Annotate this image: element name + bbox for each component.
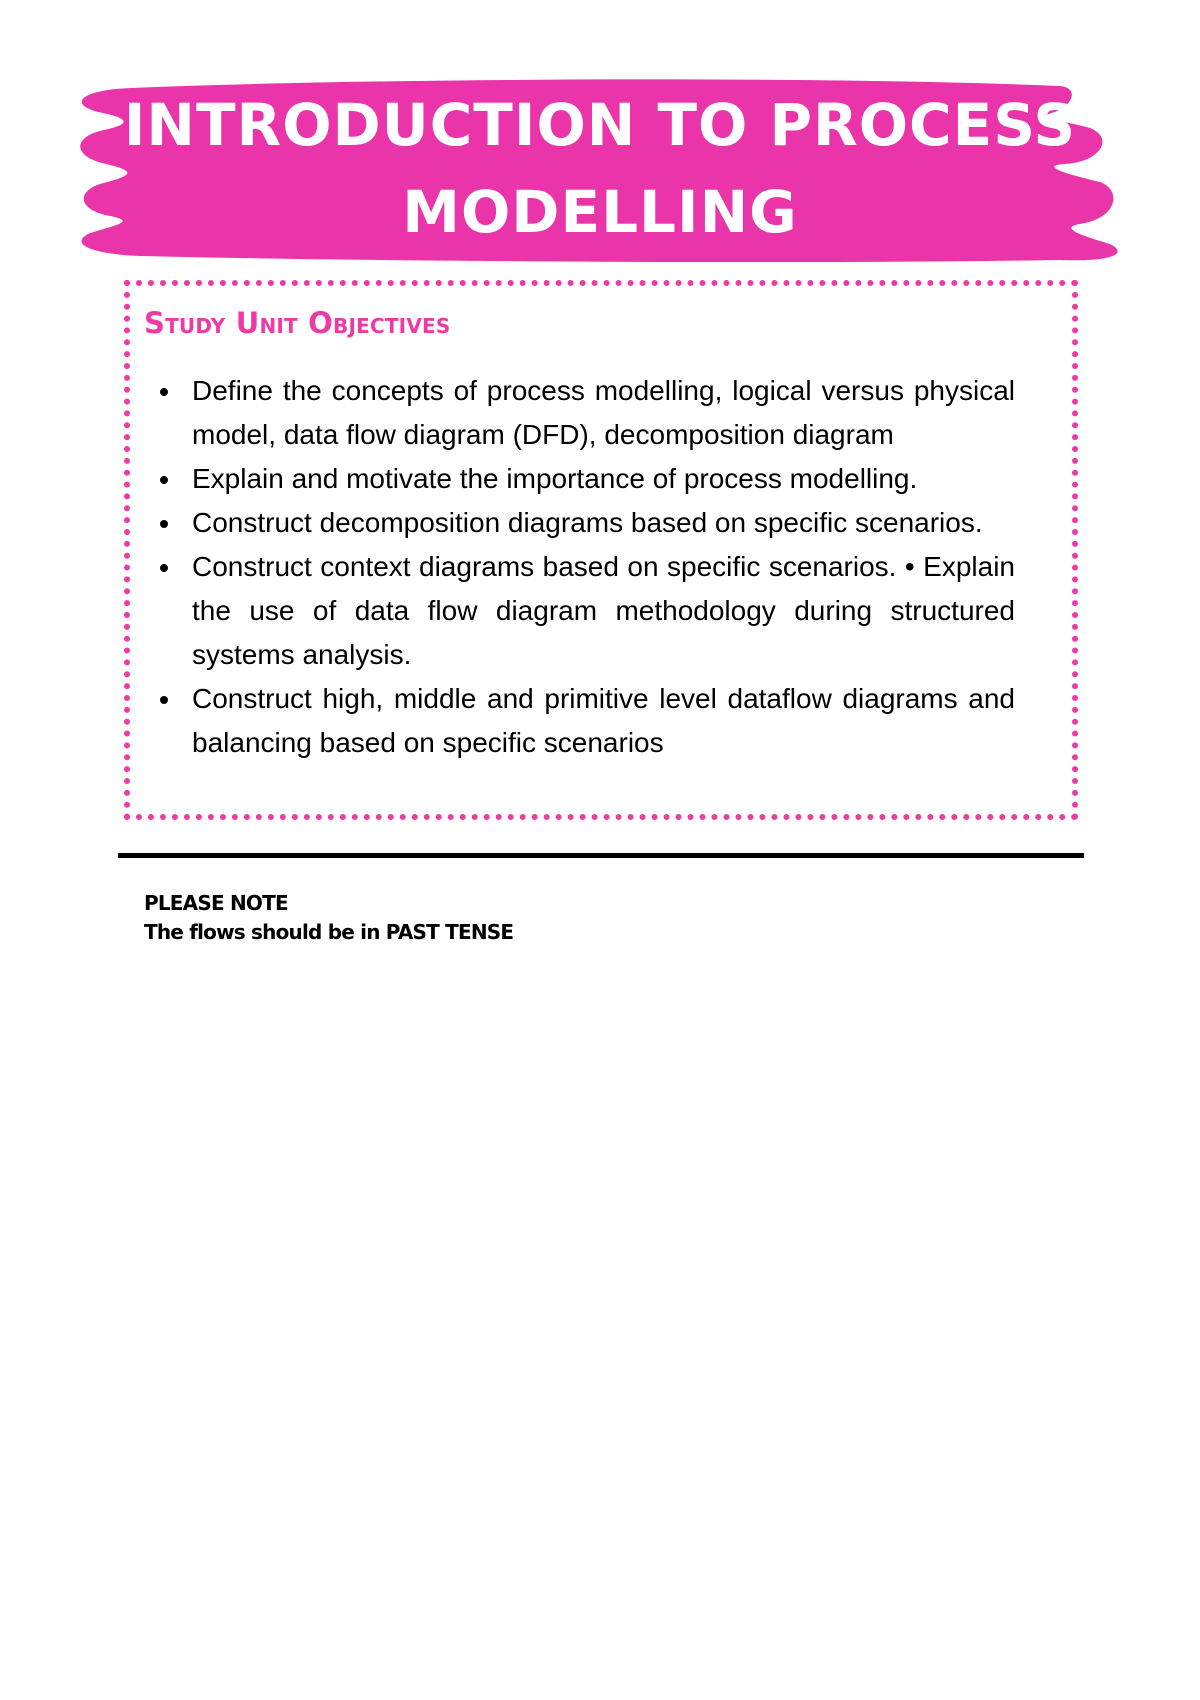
bullet-icon (160, 696, 168, 704)
objectives-heading: Study Unit Objectives (144, 306, 451, 340)
objective-text: Construct context diagrams based on specific scenarios. • Explain the use of data flow diagram methodology during structured systems analysis. (192, 551, 1015, 670)
bullet-icon (160, 388, 168, 396)
objective-item (192, 677, 1015, 765)
note-label: PLEASE NOTE (144, 891, 288, 915)
please-note (144, 889, 513, 947)
objectives-box (124, 280, 1078, 820)
page-title-line-2: MODELLING (402, 178, 798, 246)
objective-text: Define the concepts of process modelling, logical versus physical model, data flow diagram (DFD), decomposition diagram (192, 375, 1015, 450)
objective-item (192, 545, 1015, 677)
title-banner (70, 78, 1130, 262)
objective-item (192, 457, 1015, 501)
page-title (70, 82, 1130, 256)
bullet-icon (160, 476, 168, 484)
page-title-line-1: INTRODUCTION TO PROCESS (123, 91, 1077, 159)
objective-item (192, 501, 1015, 545)
objective-item (192, 369, 1015, 457)
objective-text: Explain and motivate the importance of process modelling. (192, 463, 918, 494)
note-text: The flows should be in PAST TENSE (144, 920, 514, 944)
section-divider (118, 853, 1084, 858)
bullet-icon (160, 520, 168, 528)
objective-text: Construct decomposition diagrams based on specific scenarios. (192, 507, 983, 538)
objectives-list (192, 369, 1015, 765)
bullet-icon (160, 564, 168, 572)
objective-text: Construct high, middle and primitive level dataflow diagrams and balancing based on specific scenarios (192, 683, 1015, 758)
